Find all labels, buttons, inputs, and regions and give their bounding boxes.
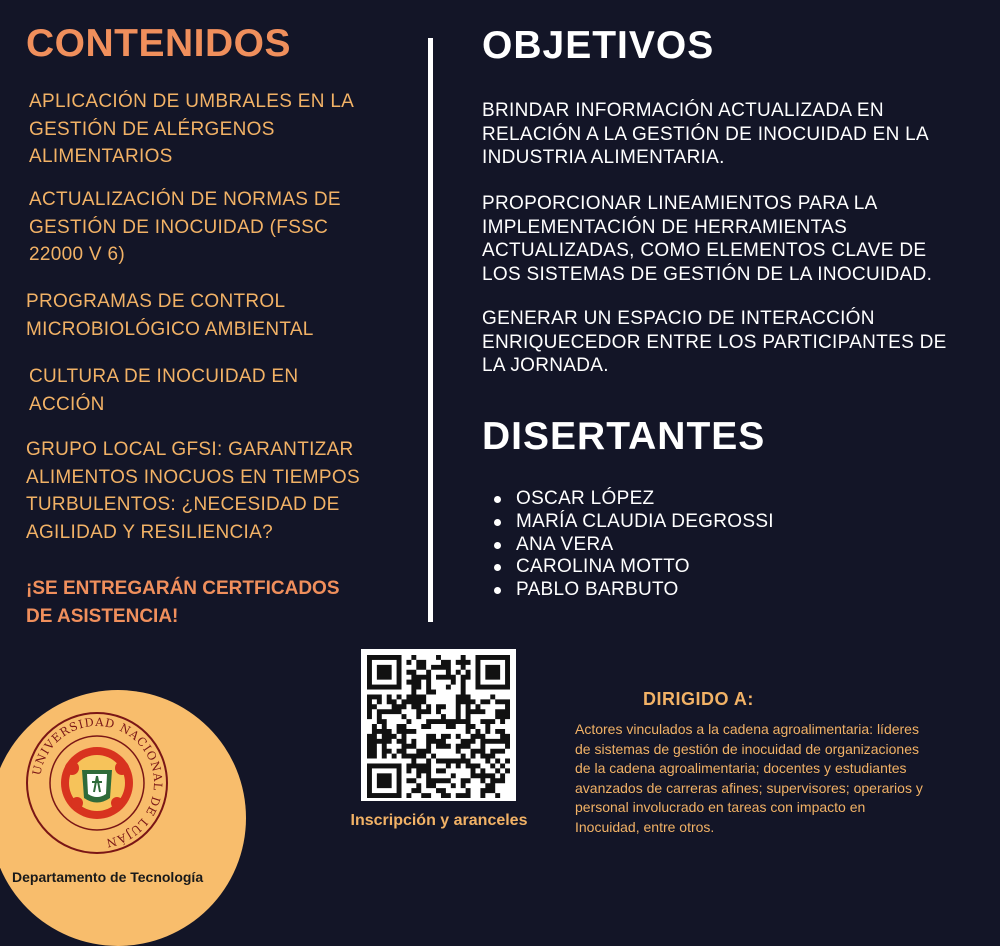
objetivo-line: GENERAR UN ESPACIO DE INTERACCIÓN	[482, 308, 875, 329]
objetivo-line: ENRIQUECEDOR ENTRE LOS PARTICIPANTES DE	[482, 331, 947, 353]
objetivo-line: BRINDAR INFORMACIÓN ACTUALIZADA EN	[482, 100, 884, 121]
speaker-item	[494, 511, 774, 534]
contenido-line: GRUPO LOCAL GFSI: GARANTIZAR	[26, 439, 354, 460]
certificados-line: ¡SE ENTREGARÁN CERTFICADOS	[26, 578, 340, 599]
dirigido-line: avanzados de carreras afines; supervisores; operarios y	[575, 779, 923, 796]
speaker-item	[494, 579, 774, 602]
objetivo-line: RELACIÓN A LA GESTIÓN DE INOCUIDAD EN LA	[482, 123, 930, 145]
objetivo-line: PROPORCIONAR LINEAMIENTOS PARA LA	[482, 193, 878, 214]
contenido-line: GESTIÓN DE ALÉRGENOS	[29, 118, 275, 140]
objetivo-line: LA JORNADA.	[482, 355, 609, 376]
speaker-item	[494, 488, 774, 511]
qr-finder-pattern	[475, 655, 510, 690]
svg-text:UNIVERSIDAD NACIONAL DE LUJÁN: UNIVERSIDAD NACIONAL DE LUJÁN	[29, 714, 166, 851]
speaker-name: OSCAR LÓPEZ	[516, 488, 655, 509]
certificados-notice	[26, 575, 386, 631]
contenido-line: PROGRAMAS DE CONTROL	[26, 291, 286, 312]
objetivo-paragraph-1	[482, 99, 982, 170]
speaker-name: PABLO BARBUTO	[516, 579, 679, 601]
bullet-icon	[494, 587, 501, 594]
dirigido-line: de sistemas de gestión de inocuidad de organizaciones	[575, 740, 920, 757]
objetivo-line: INDUSTRIA ALIMENTARIA.	[482, 147, 725, 168]
qr-finder-pattern	[367, 655, 402, 690]
contenido-line: 22000 V 6)	[29, 244, 125, 265]
contenido-line: ACCIÓN	[29, 393, 105, 415]
qr-finder-pattern	[367, 763, 402, 798]
dirigido-line: de la cadena agroalimentaria; docentes y estudiantes	[575, 760, 907, 776]
objetivo-line: ACTUALIZADAS, COMO ELEMENTOS CLAVE DE	[482, 240, 927, 261]
dirigido-line: Actores vinculados a la cadena agroalimentaria: líderes	[575, 721, 919, 737]
contenido-line: AGILIDAD Y RESILIENCIA?	[26, 521, 273, 543]
department-label: Departamento de Tecnología	[12, 869, 204, 885]
column-divider	[428, 38, 433, 622]
disertantes-title: DISERTANTES	[482, 415, 766, 458]
speaker-name: CAROLINA MOTTO	[516, 556, 690, 578]
dirigido-line: personal involucrado en tareas con impacto en	[575, 799, 866, 815]
university-seal-icon	[22, 708, 172, 858]
contenido-line: CULTURA DE INOCUIDAD EN	[29, 366, 299, 387]
certificados-line: DE ASISTENCIA!	[26, 606, 179, 627]
dirigido-line: Inocuidad, entre otros.	[575, 818, 715, 835]
contenido-item-2	[29, 186, 341, 269]
objetivos-title: OBJETIVOS	[482, 24, 715, 67]
contenido-line: ACTUALIZACIÓN DE NORMAS DE	[29, 189, 341, 210]
bullet-icon	[494, 542, 501, 549]
speaker-item	[494, 534, 774, 557]
contenido-item-5	[26, 436, 360, 546]
objetivo-paragraph-3	[482, 307, 982, 378]
bullet-icon	[494, 564, 501, 571]
contenido-line: TURBULENTOS: ¿NECESIDAD DE	[26, 494, 340, 515]
qr-code[interactable]	[361, 649, 516, 801]
contenido-line: APLICACIÓN DE UMBRALES EN LA	[29, 91, 355, 112]
contenido-line: ALIMENTOS INOCUOS EN TIEMPOS	[26, 466, 360, 488]
speaker-name: ANA VERA	[516, 533, 614, 555]
dirigido-title: DIRIGIDO A:	[643, 689, 754, 709]
contenido-line: GESTIÓN DE INOCUIDAD (FSSC	[29, 216, 329, 238]
speaker-item	[494, 556, 774, 579]
bullet-icon	[494, 519, 501, 526]
qr-caption: Inscripción y aranceles	[350, 812, 528, 829]
speaker-list	[494, 488, 774, 602]
contenido-item-1	[29, 88, 354, 171]
qr-code-icon	[361, 649, 516, 801]
contenido-line: MICROBIOLÓGICO AMBIENTAL	[26, 318, 314, 340]
objetivo-line: IMPLEMENTACIÓN DE HERRAMIENTAS	[482, 216, 848, 238]
contenido-line: ALIMENTARIOS	[29, 146, 173, 167]
bullet-icon	[494, 496, 501, 503]
contenidos-title: CONTENIDOS	[26, 22, 292, 65]
dirigido-text	[575, 720, 980, 837]
speaker-name: MARÍA CLAUDIA DEGROSSI	[516, 510, 774, 532]
contenido-item-3	[26, 288, 314, 343]
objetivo-line: LOS SISTEMAS DE GESTIÓN DE LA INOCUIDAD.	[482, 263, 933, 285]
contenido-item-4	[29, 363, 298, 418]
objetivo-paragraph-2	[482, 192, 982, 286]
